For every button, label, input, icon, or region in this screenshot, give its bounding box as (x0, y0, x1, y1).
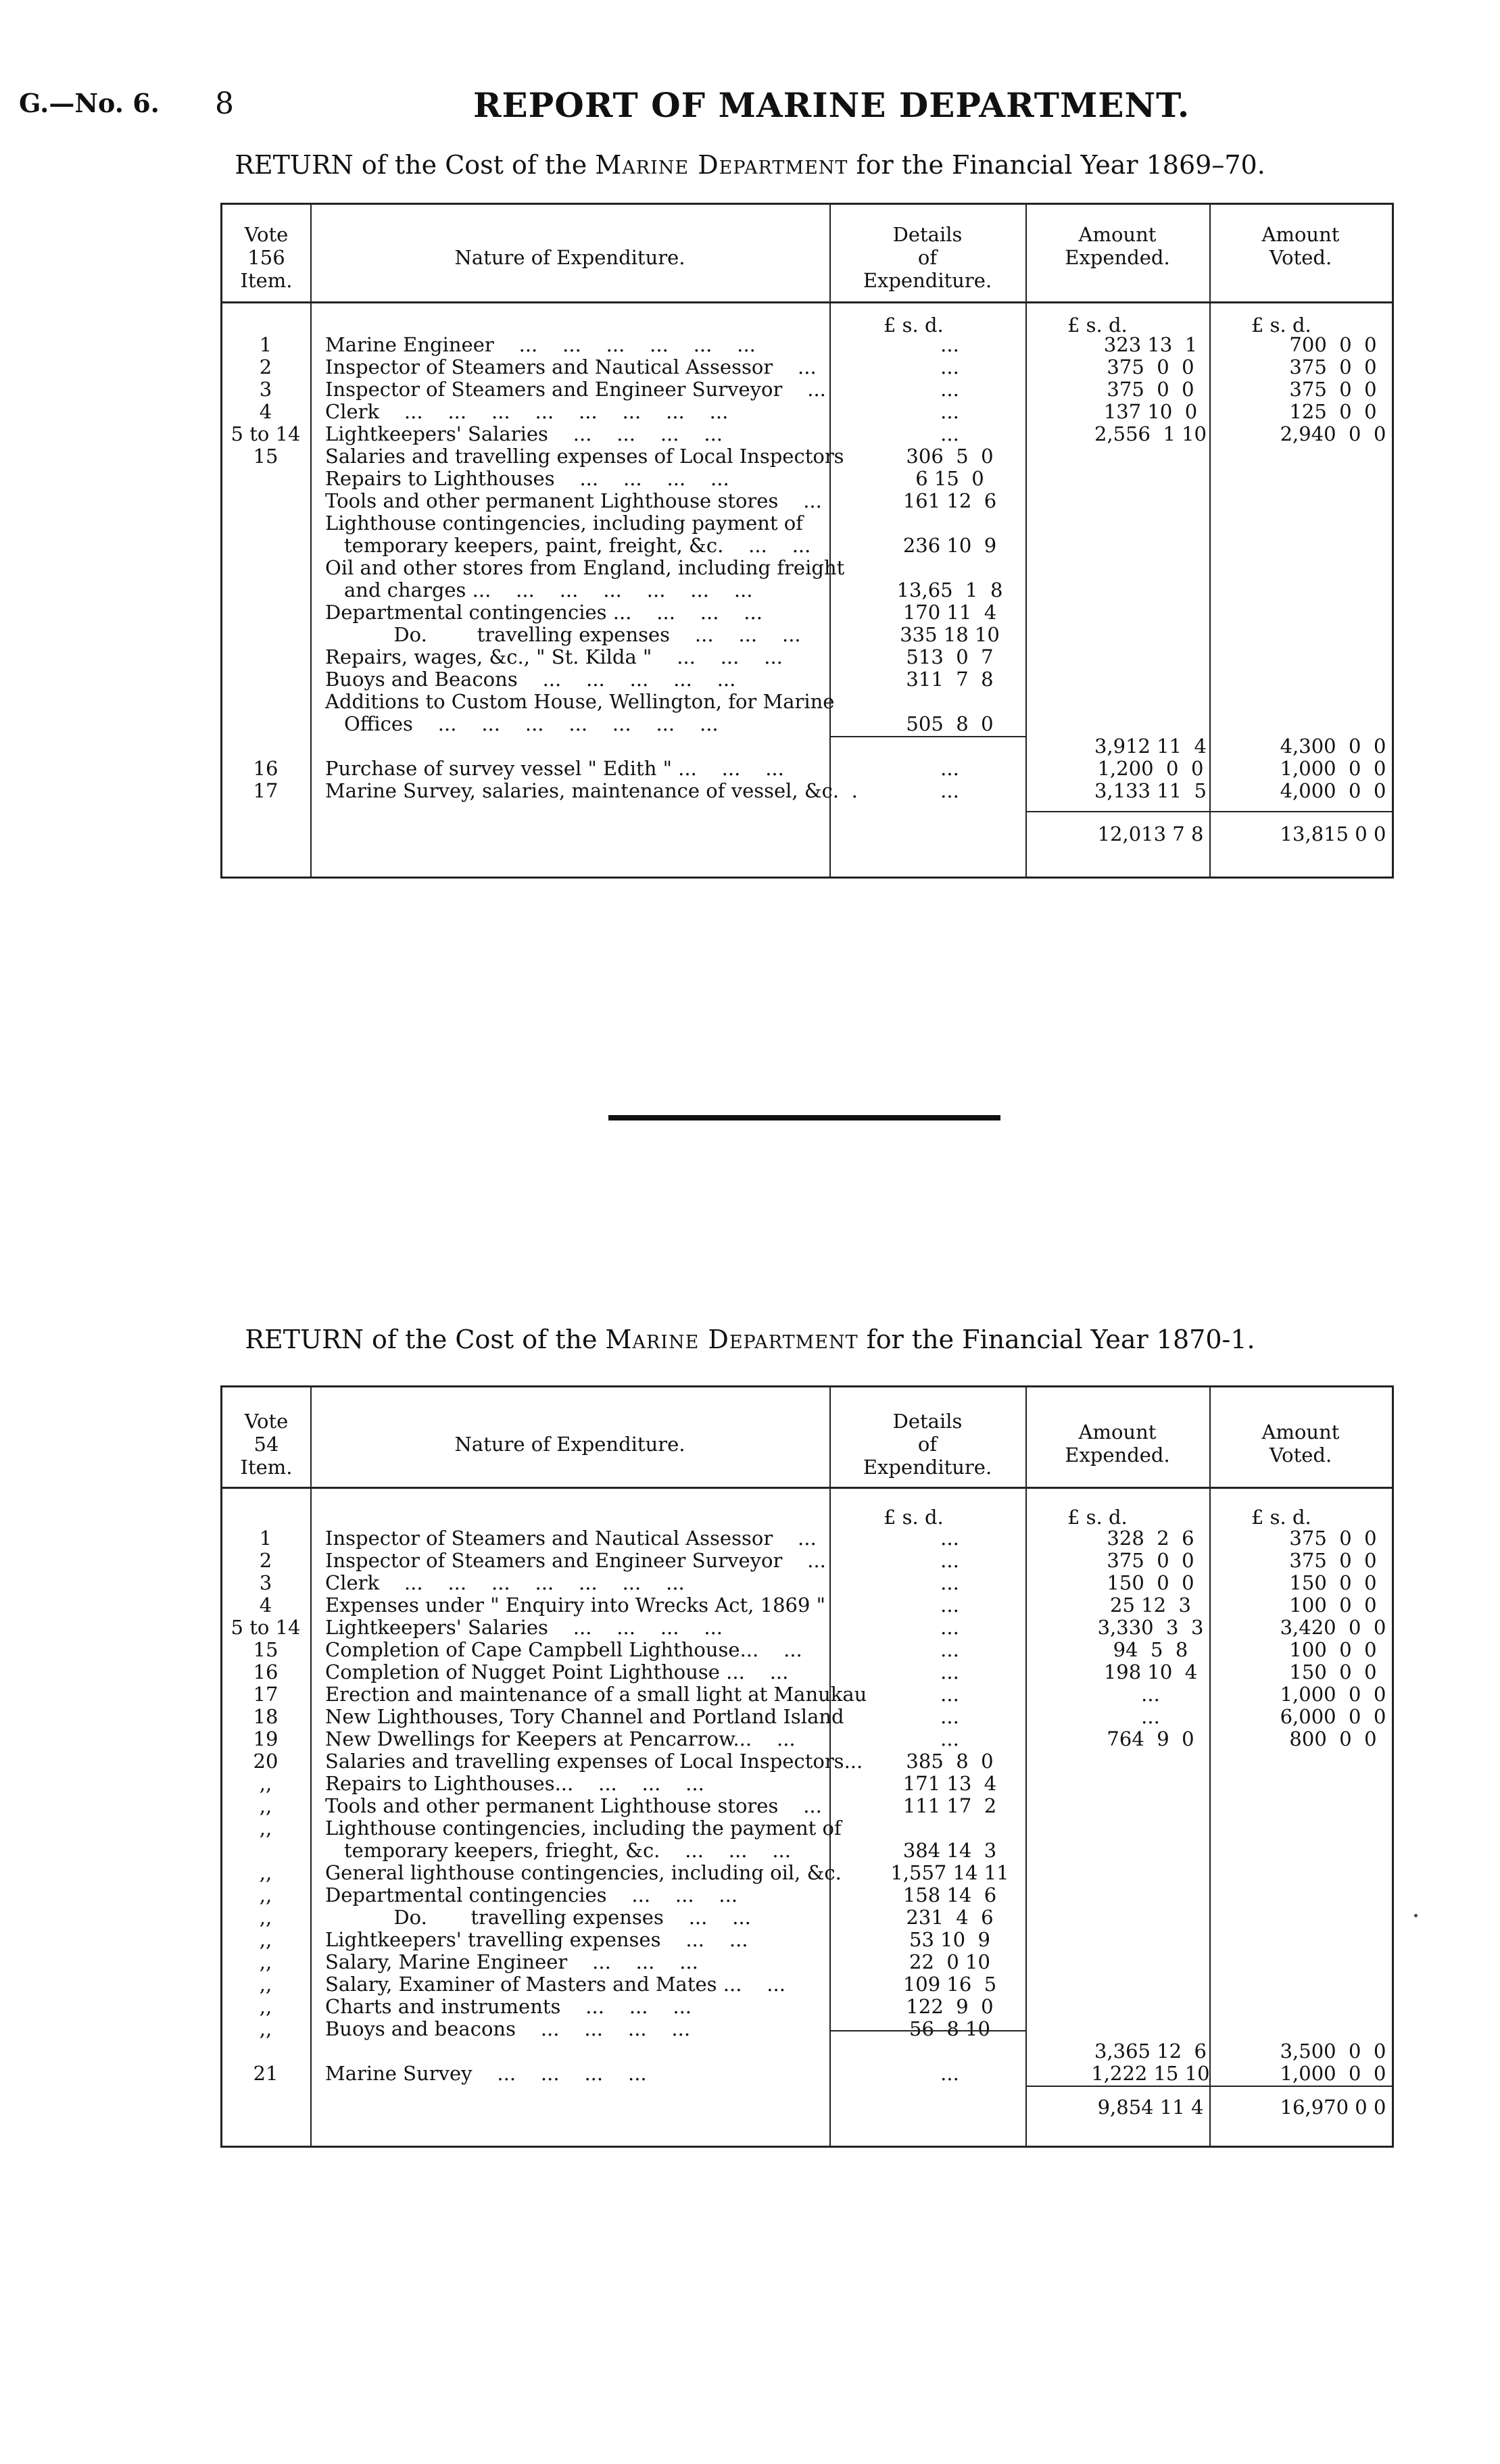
row-item-number: 4 (259, 400, 272, 423)
row-amount-voted: 375 0 0 (1289, 1549, 1377, 1572)
row-item-number: 1 (259, 333, 272, 356)
row-amount-voted: 1,000 0 0 (1280, 2062, 1386, 2085)
row-item-number: ,, (259, 1861, 272, 1884)
row-item-number: 5 to 14 (231, 1616, 301, 1639)
table-row (222, 691, 1392, 713)
table2-body (222, 1527, 1392, 2085)
col-expended: Amount Expended. (1065, 1421, 1170, 1467)
row-details: 170 11 4 (902, 601, 997, 624)
table-row (222, 490, 1392, 512)
row-details: 1,557 14 11 (890, 1861, 1009, 1884)
row-nature: Purchase of survey vessel " Edith " ... ... ... (325, 757, 784, 780)
document-reference: G.—No. 6. (19, 88, 160, 118)
table-row (222, 668, 1392, 691)
table-row (222, 1862, 1392, 1884)
row-details: 311 7 8 (906, 668, 994, 691)
row-details: 6 15 0 (915, 467, 984, 490)
row-nature: Expenses under " Enquiry into Wrecks Act, 1869 " (325, 1594, 825, 1617)
row-nature: Salary, Examiner of Masters and Mates ... ... (325, 1973, 785, 1996)
row-item-number: ,, (259, 1950, 272, 1973)
row-details: 158 14 6 (902, 1883, 997, 1906)
row-amount-expended: 375 0 0 (1107, 355, 1194, 378)
row-nature: Erection and maintenance of a small light at Manukau (325, 1683, 867, 1706)
row-nature: Lightkeepers' Salaries ... ... ... ... (325, 1616, 723, 1639)
row-amount-expended: 137 10 0 (1103, 400, 1198, 423)
row-item-number: 16 (253, 757, 279, 780)
col-vote-item: Vote 54 Item. (240, 1410, 293, 1479)
table2 (220, 1385, 1394, 2148)
row-nature: Repairs to Lighthouses ... ... ... ... (325, 467, 729, 490)
row-nature: Clerk ... ... ... ... ... ... ... (325, 1571, 685, 1594)
table-row (222, 2040, 1392, 2063)
table-row (222, 1639, 1392, 1661)
table1-total-voted: 13,815 0 0 (1280, 822, 1386, 845)
row-amount-voted: 3,420 0 0 (1280, 1616, 1386, 1639)
table-row (222, 1706, 1392, 1728)
row-item-number: ,, (259, 1906, 272, 1929)
row-item-number: 2 (259, 355, 272, 378)
row-amount-voted: 375 0 0 (1289, 355, 1377, 378)
row-nature: Salaries and travelling expenses of Local Inspectors... (325, 1750, 863, 1773)
table1-total-expended: 12,013 7 8 (1097, 822, 1204, 845)
row-nature: Do. travelling expenses ... ... (325, 1906, 751, 1929)
row-details: 231 4 6 (906, 1906, 994, 1929)
row-nature: Buoys and beacons ... ... ... ... (325, 2017, 691, 2040)
table-row (222, 1728, 1392, 1750)
row-details: ... (940, 1549, 959, 1572)
page-number: 8 (215, 87, 234, 121)
row-nature: Marine Survey, salaries, maintenance of vessel, &c. . (325, 779, 858, 802)
row-details: 22 0 10 (909, 1950, 990, 1973)
row-item-number: 15 (253, 1638, 279, 1661)
row-details: 53 10 9 (909, 1928, 990, 1951)
table-row (222, 758, 1392, 780)
row-details: ... (940, 333, 959, 356)
table-row (222, 713, 1392, 735)
row-item-number: 4 (259, 1594, 272, 1617)
row-amount-expended: 375 0 0 (1107, 1549, 1194, 1572)
row-amount-voted: 6,000 0 0 (1280, 1705, 1386, 1728)
row-amount-voted: 1,000 0 0 (1280, 757, 1386, 780)
row-item-number: ,, (259, 1817, 272, 1840)
row-nature: New Dwellings for Keepers at Pencarrow... ... (325, 1727, 796, 1750)
table-row (222, 1884, 1392, 1906)
row-amount-voted: 2,940 0 0 (1280, 422, 1386, 445)
row-amount-voted: 100 0 0 (1289, 1594, 1377, 1617)
row-details: 236 10 9 (902, 534, 997, 557)
row-nature: Offices ... ... ... ... ... ... ... (344, 712, 719, 735)
table-row (222, 735, 1392, 758)
row-amount-expended: 25 12 3 (1110, 1594, 1191, 1617)
row-details: 385 8 0 (906, 1750, 994, 1773)
col-voted: Amount Voted. (1261, 1421, 1340, 1467)
table-row (222, 1572, 1392, 1594)
row-item-number: 5 to 14 (231, 422, 301, 445)
table-row (222, 423, 1392, 445)
table-row (222, 1817, 1392, 1840)
row-item-number: 20 (253, 1750, 279, 1773)
table-row (222, 378, 1392, 401)
row-amount-expended: 1,222 15 10 (1091, 2062, 1210, 2085)
stray-mark (1414, 1914, 1418, 1917)
row-details: ... (940, 1705, 959, 1728)
table-row (222, 1527, 1392, 1550)
table-row (222, 1795, 1392, 1817)
row-amount-voted: 4,000 0 0 (1280, 779, 1386, 802)
table-row (222, 1929, 1392, 1951)
row-details: ... (940, 1638, 959, 1661)
row-nature: Inspector of Steamers and Engineer Surveyor ... (325, 378, 826, 401)
row-amount-voted: 100 0 0 (1289, 1638, 1377, 1661)
table1 (220, 203, 1394, 879)
row-amount-expended: 3,912 11 4 (1094, 735, 1207, 758)
row-amount-voted: 4,300 0 0 (1280, 735, 1386, 758)
row-details: 335 18 10 (900, 623, 1000, 646)
units-expended: £ s. d. (1067, 314, 1128, 337)
row-nature: Departmental contingencies ... ... ... ... (325, 601, 763, 624)
row-details: ... (940, 1660, 959, 1683)
page-title: REPORT OF MARINE DEPARTMENT. (473, 85, 1190, 125)
table1-caption: RETURN of the Cost of the Marine Department for the Financial Year 1869–70. (235, 150, 1265, 180)
row-amount-expended: 3,365 12 6 (1094, 2040, 1207, 2063)
row-item-number: 1 (259, 1527, 272, 1550)
table-row (222, 356, 1392, 378)
row-amount-voted: 800 0 0 (1289, 1727, 1377, 1750)
row-nature: Salaries and travelling expenses of Local Inspectors (325, 445, 844, 468)
table-row (222, 1661, 1392, 1683)
table2-caption: RETURN of the Cost of the Marine Department for the Financial Year 1870-1. (245, 1325, 1255, 1354)
table-row (222, 780, 1392, 802)
row-item-number: 2 (259, 1549, 272, 1572)
row-details: ... (940, 757, 959, 780)
row-amount-voted: 375 0 0 (1289, 1527, 1377, 1550)
row-item-number: 15 (253, 445, 279, 468)
table-row (222, 1973, 1392, 1996)
row-amount-expended: 198 10 4 (1103, 1660, 1198, 1683)
section-divider (608, 1115, 1000, 1120)
row-amount-expended: 328 2 6 (1107, 1527, 1194, 1550)
row-item-number: 18 (253, 1705, 279, 1728)
row-details: 161 12 6 (902, 489, 997, 512)
row-details: 171 13 4 (902, 1772, 997, 1795)
row-details: 56 8 10 (909, 2017, 990, 2040)
row-amount-voted: 1,000 0 0 (1280, 1683, 1386, 1706)
row-nature: Inspector of Steamers and Nautical Assessor ... (325, 355, 817, 378)
row-amount-expended: 3,133 11 5 (1094, 779, 1207, 802)
row-nature: Charts and instruments ... ... ... (325, 1995, 692, 2018)
table-row (222, 1951, 1392, 1973)
row-nature: Lightkeepers' Salaries ... ... ... ... (325, 422, 723, 445)
row-amount-expended: 375 0 0 (1107, 378, 1194, 401)
table-row (222, 601, 1392, 624)
row-details: ... (940, 1571, 959, 1594)
row-item-number: ,, (259, 1928, 272, 1951)
units-details: £ s. d. (884, 1506, 944, 1529)
row-item-number: 17 (253, 1683, 279, 1706)
row-details: ... (940, 1616, 959, 1639)
table-row (222, 1996, 1392, 2018)
table-row (222, 646, 1392, 668)
row-amount-expended: 2,556 1 10 (1094, 422, 1207, 445)
row-nature: Departmental contingencies ... ... ... (325, 1883, 738, 1906)
row-item-number: ,, (259, 1883, 272, 1906)
row-amount-expended: 1,200 0 0 (1097, 757, 1204, 780)
row-nature: Marine Engineer ... ... ... ... ... ... (325, 333, 756, 356)
table-row (222, 2018, 1392, 2040)
row-item-number: 21 (253, 2062, 279, 2085)
table-row (222, 1550, 1392, 1572)
row-details: 109 16 5 (902, 1973, 997, 1996)
row-nature: Repairs, wages, &c., " St. Kilda " ... ... ... (325, 645, 783, 668)
row-details: ... (940, 2062, 959, 2085)
row-item-number: 16 (253, 1660, 279, 1683)
table2-total-voted: 16,970 0 0 (1280, 2096, 1386, 2119)
table2-total-expended: 9,854 11 4 (1097, 2096, 1204, 2119)
row-item-number: ,, (259, 2017, 272, 2040)
row-details: 384 14 3 (902, 1839, 997, 1862)
units-details: £ s. d. (884, 314, 944, 337)
table1-body (222, 334, 1392, 802)
row-details: ... (940, 1683, 959, 1706)
row-details: 122 9 0 (906, 1995, 994, 2018)
row-amount-expended: ... (1141, 1683, 1160, 1706)
row-nature: Salary, Marine Engineer ... ... ... (325, 1950, 698, 1973)
row-details: 505 8 0 (906, 712, 994, 735)
row-details: 306 5 0 (906, 445, 994, 468)
row-amount-voted: 150 0 0 (1289, 1571, 1377, 1594)
row-nature: and charges ... ... ... ... ... ... ... (344, 578, 753, 601)
row-details: ... (940, 378, 959, 401)
table-row (222, 1683, 1392, 1706)
row-details: 13,65 1 8 (896, 578, 1003, 601)
col-voted: Amount Voted. (1261, 223, 1340, 269)
table-row (222, 1906, 1392, 1929)
row-item-number: ,, (259, 1772, 272, 1795)
table1-total-row (222, 823, 1392, 845)
row-amount-expended: 94 5 8 (1113, 1638, 1188, 1661)
table-row (222, 1617, 1392, 1639)
table-row (222, 334, 1392, 356)
row-item-number: ,, (259, 1995, 272, 2018)
row-nature: Completion of Nugget Point Lighthouse ... ... (325, 1660, 789, 1683)
row-nature: Lighthouse contingencies, including payment of (325, 512, 803, 535)
row-nature: Inspector of Steamers and Engineer Surveyor ... (325, 1549, 826, 1572)
row-amount-voted: 375 0 0 (1289, 378, 1377, 401)
row-item-number: ,, (259, 1794, 272, 1817)
table-row (222, 512, 1392, 535)
table-row (222, 1750, 1392, 1773)
row-amount-expended: 764 9 0 (1107, 1727, 1194, 1750)
table-row (222, 579, 1392, 601)
row-nature: General lighthouse contingencies, including oil, &c. (325, 1861, 842, 1884)
col-vote-item: Vote 156 Item. (240, 223, 293, 292)
row-nature: Completion of Cape Campbell Lighthouse... ... (325, 1638, 802, 1661)
col-details: Details of Expenditure. (863, 223, 992, 292)
row-details: ... (940, 400, 959, 423)
row-details: ... (940, 422, 959, 445)
row-details: ... (940, 355, 959, 378)
table-row (222, 557, 1392, 579)
row-item-number: 3 (259, 378, 272, 401)
table2-total-row (222, 2096, 1392, 2119)
row-amount-voted: 125 0 0 (1289, 400, 1377, 423)
row-amount-voted: 150 0 0 (1289, 1660, 1377, 1683)
row-nature: Additions to Custom House, Wellington, for Marine (325, 690, 835, 713)
col-nature: Nature of Expenditure. (454, 246, 685, 269)
row-amount-expended: 323 13 1 (1103, 333, 1198, 356)
row-nature: Clerk ... ... ... ... ... ... ... ... (325, 400, 729, 423)
table-row (222, 468, 1392, 490)
col-nature: Nature of Expenditure. (454, 1433, 685, 1456)
units-voted: £ s. d. (1251, 1506, 1311, 1529)
row-nature: Lightkeepers' travelling expenses ... ... (325, 1928, 748, 1951)
row-details: ... (940, 1594, 959, 1617)
row-nature: Lighthouse contingencies, including the payment of (325, 1817, 842, 1840)
row-details: 111 17 2 (902, 1794, 997, 1817)
row-nature: New Lighthouses, Tory Channel and Portland Island (325, 1705, 844, 1728)
row-nature: Buoys and Beacons ... ... ... ... ... (325, 668, 736, 691)
row-amount-voted: 700 0 0 (1289, 333, 1377, 356)
row-amount-expended: ... (1141, 1705, 1160, 1728)
row-amount-expended: 3,330 3 3 (1097, 1616, 1204, 1639)
row-nature: Do. travelling expenses ... ... ... (325, 623, 801, 646)
table-row (222, 1594, 1392, 1617)
row-nature: Repairs to Lighthouses... ... ... ... (325, 1772, 704, 1795)
row-nature: Tools and other permanent Lighthouse stores ... (325, 489, 822, 512)
row-nature: Tools and other permanent Lighthouse stores ... (325, 1794, 822, 1817)
table-row (222, 445, 1392, 468)
row-nature: Oil and other stores from England, including freight (325, 556, 845, 579)
table-row (222, 624, 1392, 646)
col-expended: Amount Expended. (1065, 223, 1170, 269)
row-details: ... (940, 1727, 959, 1750)
table-row (222, 535, 1392, 557)
table-row (222, 1840, 1392, 1862)
row-nature: Inspector of Steamers and Nautical Assessor ... (325, 1527, 817, 1550)
row-nature: temporary keepers, paint, freight, &c. ... ... (344, 534, 811, 557)
units-voted: £ s. d. (1251, 314, 1311, 337)
row-amount-voted: 3,500 0 0 (1280, 2040, 1386, 2063)
table-row (222, 401, 1392, 423)
table-row (222, 2063, 1392, 2085)
col-details: Details of Expenditure. (863, 1410, 992, 1479)
row-nature: temporary keepers, frieght, &c. ... ... ... (344, 1839, 791, 1862)
table-row (222, 1773, 1392, 1795)
row-details: ... (940, 779, 959, 802)
row-item-number: ,, (259, 1973, 272, 1996)
row-amount-expended: 150 0 0 (1107, 1571, 1194, 1594)
row-item-number: 3 (259, 1571, 272, 1594)
units-expended: £ s. d. (1067, 1506, 1128, 1529)
row-details: 513 0 7 (906, 645, 994, 668)
row-item-number: 17 (253, 779, 279, 802)
row-nature: Marine Survey ... ... ... ... (325, 2062, 647, 2085)
row-item-number: 19 (253, 1727, 279, 1750)
row-details: ... (940, 1527, 959, 1550)
